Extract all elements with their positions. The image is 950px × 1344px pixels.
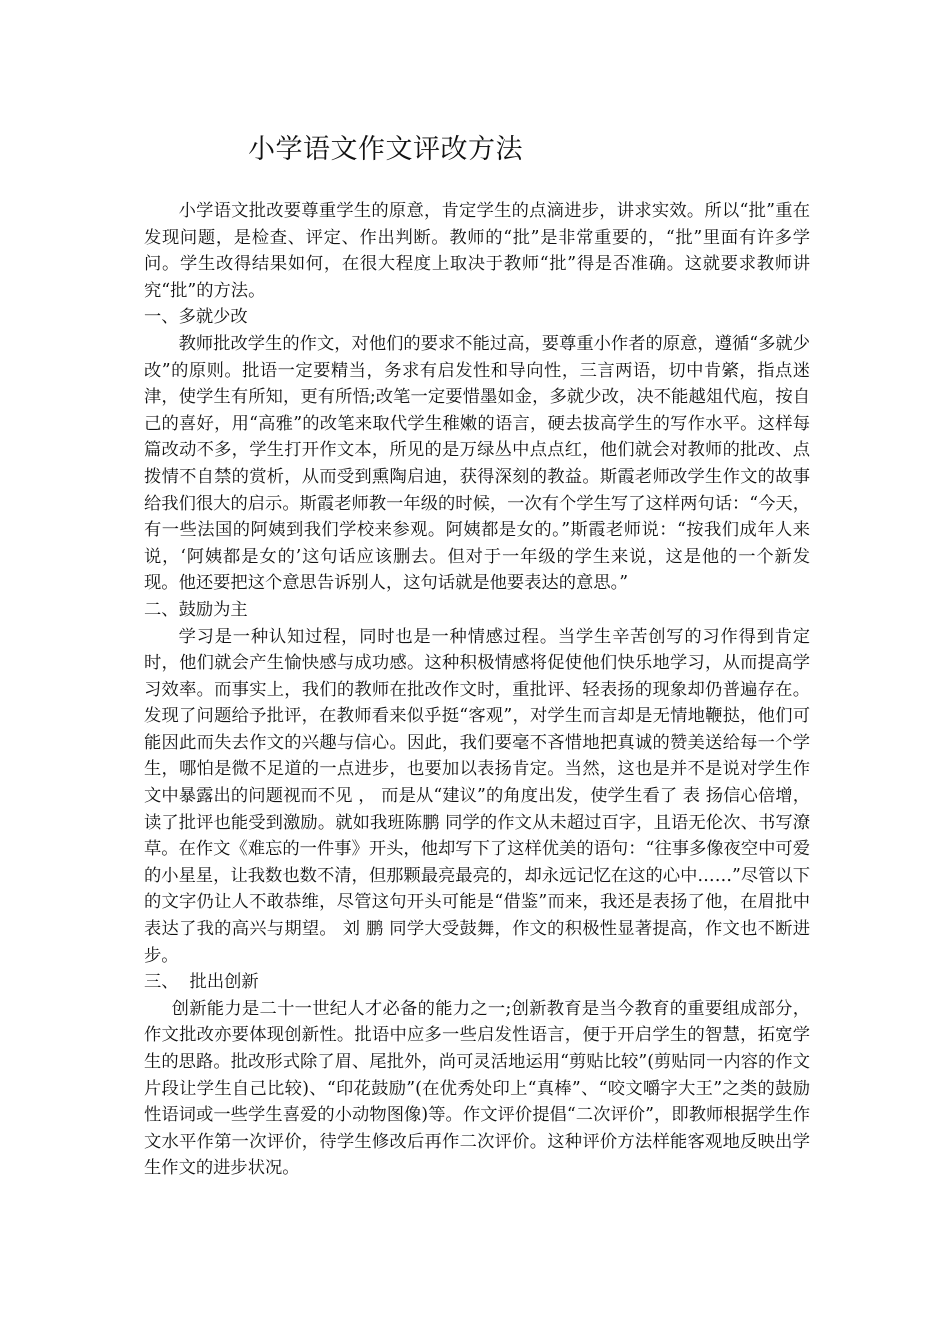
section-paragraph-1: 教师批改学生的作文，对他们的要求不能过高，要尊重小作者的原意，遵循“多就少改”的原则。批语一定要精当，务求有启发性和导向性，三言两语，切中肯綮，指点迷津，使学生有所知，更有所悟;改笔一定要惜墨如金，多就少改，决不能越俎代庖，按自己的喜好，用“高雅”的改笔来取代学生稚嫩的语言，硬去拔高学生的写作水平。这样每篇改动不多，学生打开作文本，所见的是万绿丛中点点红，他们就会对教师的批改、点拨情不自禁的赏析，从而受到熏陶启迪，获得深刻的教益。斯霞老师改学生作文的故事给我们很大的启示。斯霞老师教一年级的时候，一次有个学生写了这样两句话：“今天，有一些法国的阿姨到我们学校来参观。阿姨都是女的。”斯霞老师说：“按我们成年人来说，‘阿姨都是女的’这句话应该删去。但对于一年级的学生来说，这是他的一个新发现。他还要把这个意思告诉别人，这句话就是他要表达的意思。”: [144, 333, 810, 594]
section-paragraph-3: 创新能力是二十一世纪人才必备的能力之一;创新教育是当今教育的重要组成部分，作文批改亦要体现创新性。批语中应多一些启发性语言，便于开启学生的智慧，拓宽学生的思路。批改形式除了眉、尾批外，尚可灵活地运用“剪贴比较”(剪贴同一内容的作文片段让学生自己比较)、“印花鼓励”(在优秀处印上“真棒”、“咬文嚼字大王”之类的鼓励性语词或一些学生喜爱的小动物图像)等。作文评价提倡“二次评价”，即教师根据学生作文水平作第一次评价，待学生修改后再作二次评价。这种评价方法样能客观地反映出学生作文的进步状况。: [144, 998, 810, 1179]
intro-paragraph: 小学语文批改要尊重学生的原意，肯定学生的点滴进步，讲求实效。所以“批”重在发现问题，是检查、评定、作出判断。教师的“批”是非常重要的，“批”里面有许多学问。学生改得结果如何，在很大程度上取决于教师“批”得是否准确。这就要求教师讲究“批”的方法。: [144, 201, 810, 301]
section-heading-1: 一、多就少改: [144, 307, 248, 328]
document-body: [144, 198, 810, 1182]
section-heading-2: 二、鼓励为主: [144, 599, 248, 620]
document-title: 小学语文作文评改方法: [248, 134, 523, 165]
section-heading-3: 三、 批出创新: [144, 972, 259, 993]
section-paragraph-2: 学习是一种认知过程，同时也是一种情感过程。当学生辛苦创写的习作得到肯定时，他们就会产生愉快感与成功感。这种积极情感将促使他们快乐地学习，从而提高学习效率。而事实上，我们的教师在批改作文时，重批评、轻表扬的现象却仍普遍存在。发现了问题给予批评，在教师看来似乎挺“客观”，对学生而言却是无情地鞭挞，他们可能因此而失去作文的兴趣与信心。因此，我们要毫不吝惜地把真诚的赞美送给每一个学生，哪怕是微不足道的一点进步，也要加以表扬肯定。当然，这也是并不是说对学生作文中暴露出的问题视而不见 ， 而是从“建议”的角度出发，使学生看了 表 扬信心倍增，读了批评也能受到激励。就如我班陈鹏 同学的作文从未超过百字，且语无伦次、书写潦草。在作文《难忘的一件事》开头，他却写下了这样优美的语句：“往事多像夜空中可爱的小星星，让我数也数不清，但那颗最亮最亮的，却永远记忆在这的心中……”尽管以下的文字仍让人不敢恭维，尽管这句开头可能是“借鉴”而来，我还是表扬了他，在眉批中表达了我的高兴与期望。 刘 鹏 同学大受鼓舞，作文的积极性显著提高，作文也不断进步。: [144, 626, 810, 966]
